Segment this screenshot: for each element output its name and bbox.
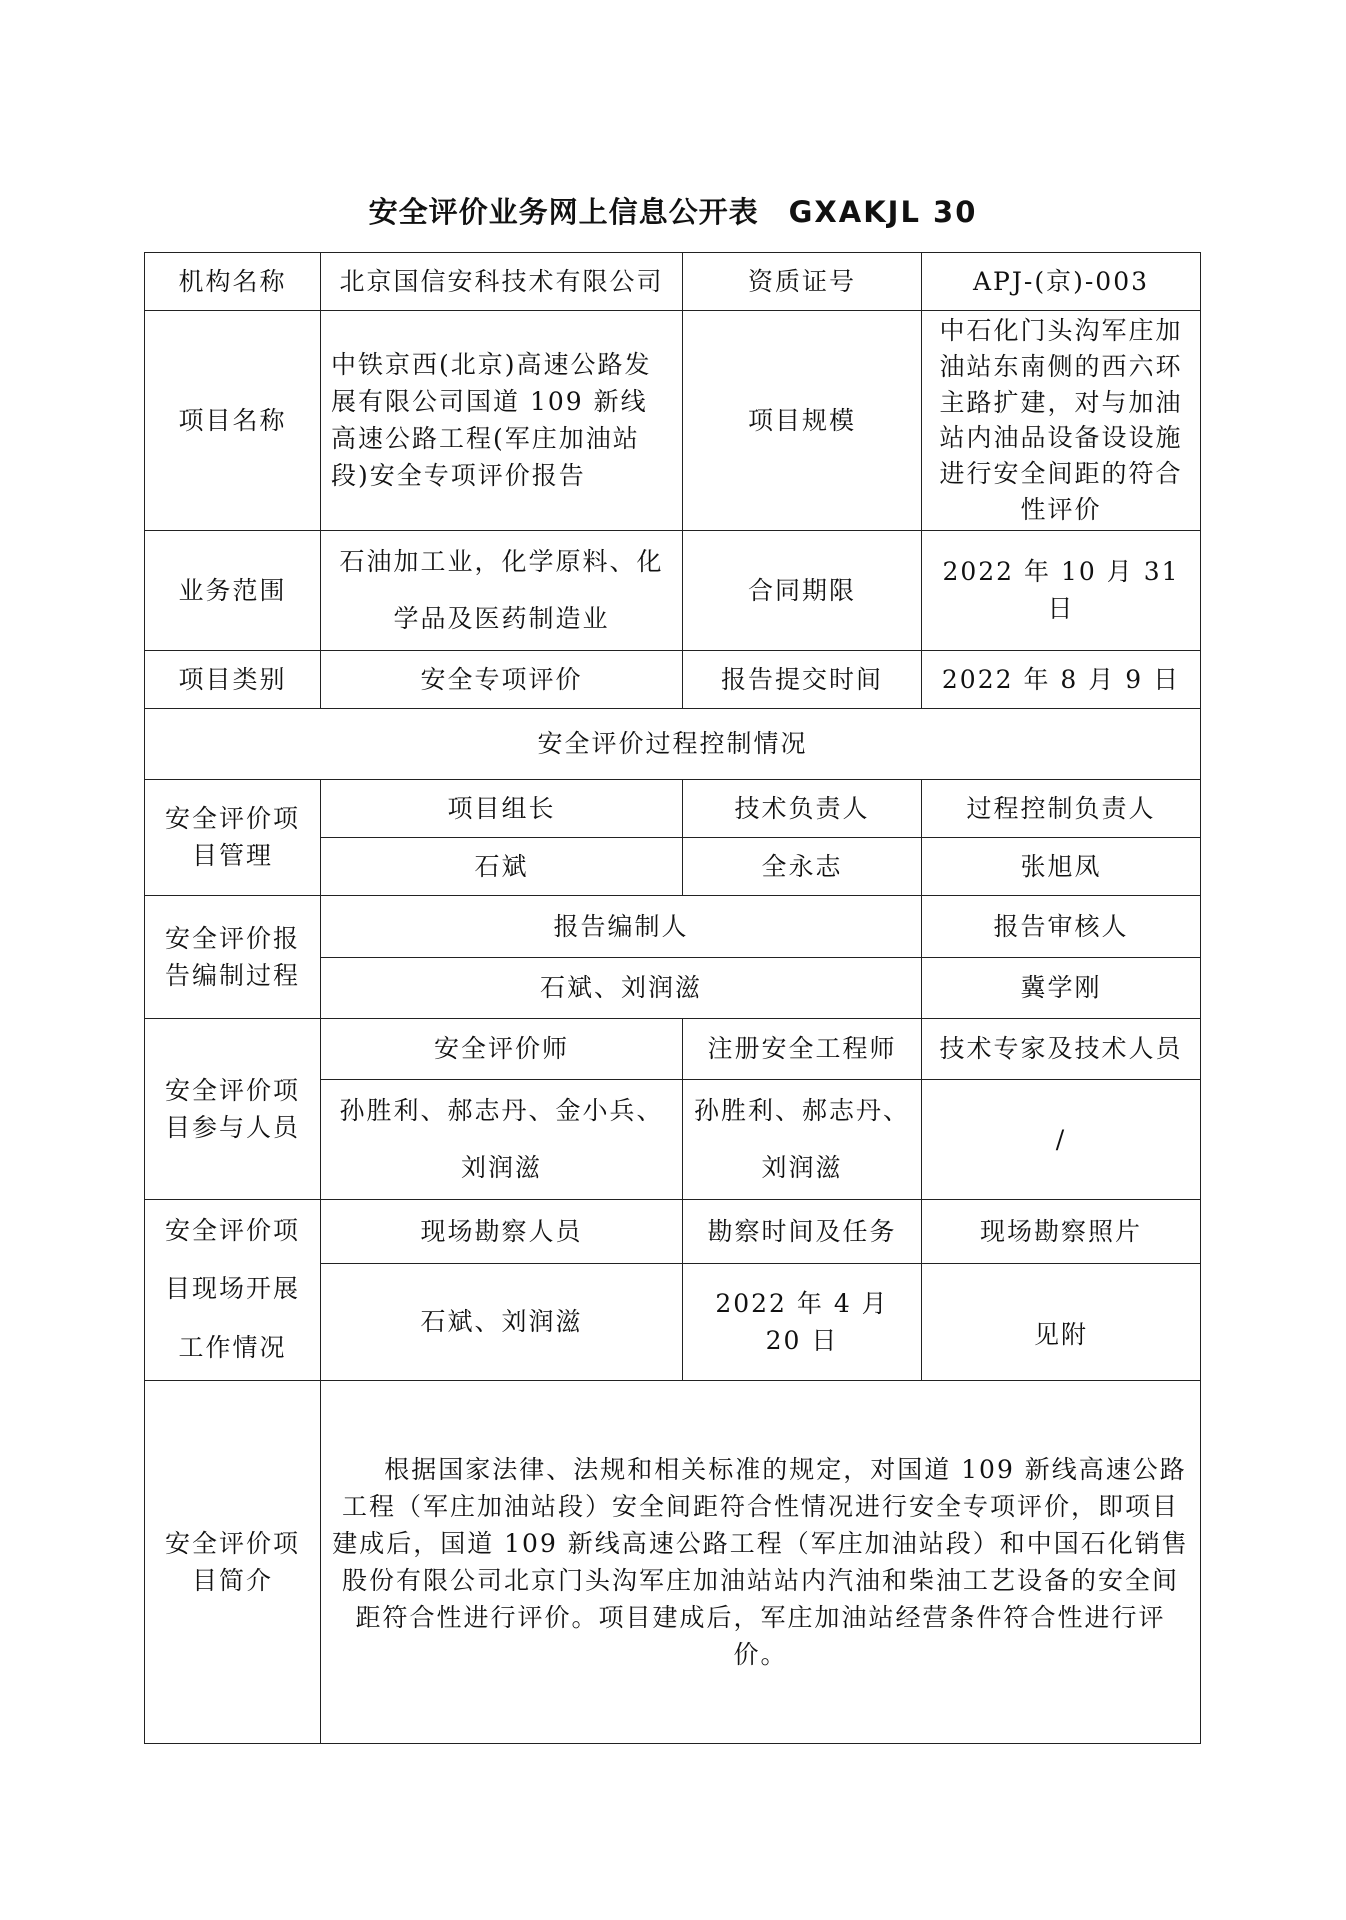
surveyor-value: 石斌、刘润滋 [321, 1264, 683, 1381]
site-label: 安全评价项目现场开展工作情况 [145, 1199, 321, 1380]
evaluator-header: 安全评价师 [321, 1018, 683, 1079]
category-value: 安全专项评价 [321, 650, 683, 708]
leader-value: 石斌 [321, 837, 683, 895]
table-row [145, 1380, 1201, 1743]
engineer-value: 孙胜利、郝志丹、刘润滋 [683, 1079, 922, 1199]
compiler-value: 石斌、刘润滋 [321, 957, 922, 1018]
survey-time-header: 勘察时间及任务 [683, 1199, 922, 1264]
tech-header: 技术负责人 [683, 779, 922, 837]
page-title [0, 190, 1346, 231]
category-label: 项目类别 [145, 650, 321, 708]
org-value: 北京国信安科技术有限公司 [321, 253, 683, 311]
table-row [145, 650, 1201, 708]
submit-value: 2022 年 8 月 9 日 [922, 650, 1201, 708]
contract-value: 2022 年 10 月 31 日 [922, 530, 1201, 650]
table-row [145, 253, 1201, 311]
reviewer-value: 冀学刚 [922, 957, 1201, 1018]
scope-label: 业务范围 [145, 530, 321, 650]
table-row [145, 895, 1201, 957]
intro-label: 安全评价项目简介 [145, 1380, 321, 1743]
process-header: 安全评价过程控制情况 [145, 708, 1201, 779]
org-label: 机构名称 [145, 253, 321, 311]
cert-label: 资质证号 [683, 253, 922, 311]
report-label: 安全评价报告编制过程 [145, 895, 321, 1018]
submit-label: 报告提交时间 [683, 650, 922, 708]
project-name-value: 中铁京西(北京)高速公路发展有限公司国道 109 新线高速公路工程(军庄加油站段)安全专项评价报告 [321, 311, 683, 531]
info-table [144, 252, 1201, 1744]
scale-label: 项目规模 [683, 311, 922, 531]
control-header: 过程控制负责人 [922, 779, 1201, 837]
photo-header: 现场勘察照片 [922, 1199, 1201, 1264]
table-row [145, 311, 1201, 531]
project-name-label: 项目名称 [145, 311, 321, 531]
table-row [145, 530, 1201, 650]
reviewer-header: 报告审核人 [922, 895, 1201, 957]
photo-value: 见附 [922, 1264, 1201, 1381]
engineer-header: 注册安全工程师 [683, 1018, 922, 1079]
cert-value: APJ-(京)-003 [922, 253, 1201, 311]
compiler-header: 报告编制人 [321, 895, 922, 957]
table-row [145, 779, 1201, 837]
contract-label: 合同期限 [683, 530, 922, 650]
table-row [145, 708, 1201, 779]
leader-header: 项目组长 [321, 779, 683, 837]
table-row [145, 1018, 1201, 1079]
surveyor-header: 现场勘察人员 [321, 1199, 683, 1264]
title-text: 安全评价业务网上信息公开表 [368, 195, 759, 229]
staff-label: 安全评价项目参与人员 [145, 1018, 321, 1199]
control-value: 张旭凤 [922, 837, 1201, 895]
expert-value: / [922, 1079, 1201, 1199]
table-row [145, 1199, 1201, 1264]
evaluator-value: 孙胜利、郝志丹、金小兵、刘润滋 [321, 1079, 683, 1199]
intro-value: 根据国家法律、法规和相关标准的规定，对国道 109 新线高速公路工程（军庄加油站段）安全间距符合性情况进行安全专项评价，即项目建成后，国道 109 新线高速公路工程（军庄加油站段）和中国石化销售股份有限公司北京门头沟军庄加油站站内汽油和柴油工艺设备的安全间距符合性进行评价。项目建成后，军庄加油站经营条件符合性进行评价。 [321, 1380, 1201, 1743]
scale-value: 中石化门头沟军庄加油站东南侧的西六环主路扩建，对与加油站内油品设备设设施进行安全间距的符合性评价 [922, 311, 1201, 531]
tech-value: 全永志 [683, 837, 922, 895]
form-code: GXAKJL 30 [788, 195, 978, 229]
survey-time-value: 2022 年 4 月 20 日 [683, 1264, 922, 1381]
expert-header: 技术专家及技术人员 [922, 1018, 1201, 1079]
scope-value: 石油加工业，化学原料、化学品及医药制造业 [321, 530, 683, 650]
mgmt-label: 安全评价项目管理 [145, 779, 321, 895]
